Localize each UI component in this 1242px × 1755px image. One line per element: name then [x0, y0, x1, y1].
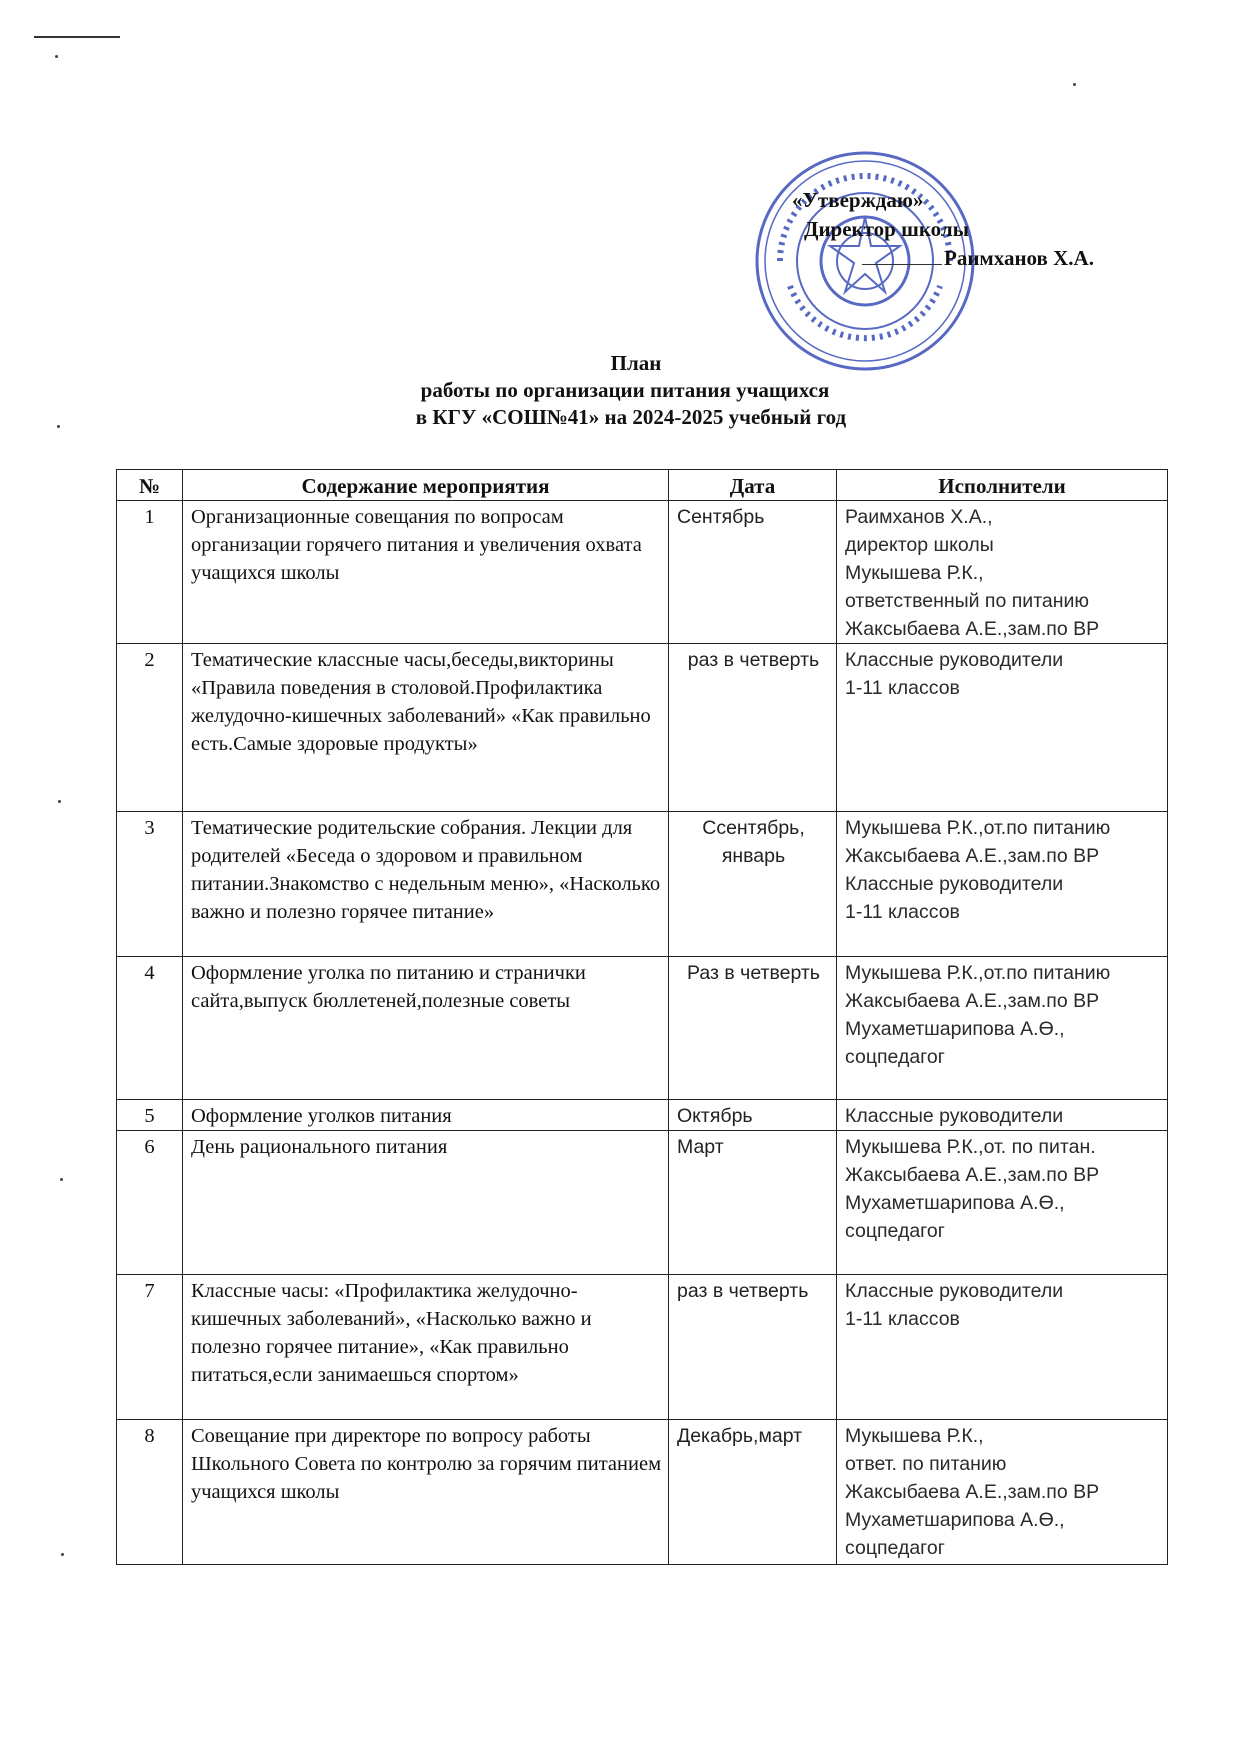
row-num: 4 [117, 957, 183, 1100]
row-content: Классные часы: «Профилактика желудочно-кишечных заболеваний», «Насколько важно и полезно горячее питание», «Как правильно питаться,если занимаешься спортом» [183, 1275, 669, 1420]
approval-block [780, 186, 1200, 273]
scan-dot [1073, 83, 1076, 86]
approval-signature-line [780, 244, 1200, 273]
scan-artifact-line [34, 36, 120, 38]
row-num: 3 [117, 812, 183, 957]
row-content: Оформление уголка по питанию и странички сайта,выпуск бюллетеней,полезные советы [183, 957, 669, 1100]
header-date: Дата [669, 470, 837, 501]
row-content: Оформление уголков питания [183, 1100, 669, 1131]
row-content: Тематические родительские собрания. Лекции для родителей «Беседа о здоровом и правильном питании.Знакомство с недельным меню», «Насколько важно и полезно горячее питание» [183, 812, 669, 957]
row-content: Совещание при директоре по вопросу работы Школьного Совета по контролю за горячим питанием учащихся школы [183, 1420, 669, 1565]
row-content: Организационные совещания по вопросам организации горячего питания и увеличения охвата учащихся школы [183, 501, 669, 644]
row-date: Ссентябрь, январь [669, 812, 837, 957]
row-executors: Мукышева Р.К.,от.по питанию Жаксыбаева А.Е.,зам.по ВР Классные руководители 1-11 классов [837, 812, 1168, 957]
table-row [117, 812, 1168, 957]
row-executors: Раимханов Х.А., директор школы Мукышева Р.К., ответственный по питанию Жаксыбаева А.Е.,зам.по ВР [837, 501, 1168, 644]
title-line-1: План [610, 351, 662, 375]
row-date: раз в четверть [669, 644, 837, 812]
row-num: 1 [117, 501, 183, 644]
header-executors: Исполнители [837, 470, 1168, 501]
header-content: Содержание мероприятия [183, 470, 669, 501]
row-executors: Мукышева Р.К.,от.по питанию Жаксыбаева А.Е.,зам.по ВР Мухаметшарипова А.Ө., соцпедагог [837, 957, 1168, 1100]
scan-dot [58, 800, 61, 803]
row-date: Октябрь [669, 1100, 837, 1131]
table-row [117, 644, 1168, 812]
row-executors: Мукышева Р.К.,от. по питан. Жаксыбаева А.Е.,зам.по ВР Мухаметшарипова А.Ө., соцпедагог [837, 1131, 1168, 1275]
header-num: № [117, 470, 183, 501]
title-line-2: работы по организации питания учащихся [420, 378, 830, 402]
row-date: Декабрь,март [669, 1420, 837, 1565]
document-title [0, 350, 1242, 431]
signature [862, 264, 942, 265]
row-executors: Классные руководители 1-11 классов [837, 644, 1168, 812]
row-date: Сентябрь [669, 501, 837, 644]
table-row [117, 1420, 1168, 1565]
scan-dot [61, 1553, 64, 1556]
row-num: 5 [117, 1100, 183, 1131]
approval-title: «Утверждаю» [792, 188, 924, 212]
row-executors: Мукышева Р.К., ответ. по питанию Жаксыбаева А.Е.,зам.по ВР Мухаметшарипова А.Ө., соцпедагог [837, 1420, 1168, 1565]
row-content: День рационального питания [183, 1131, 669, 1275]
row-num: 8 [117, 1420, 183, 1565]
row-content: Тематические классные часы,беседы,викторины «Правила поведения в столовой.Профилактика желудочно-кишечных заболеваний» «Как правильно есть.Самые здоровые продукты» [183, 644, 669, 812]
row-num: 2 [117, 644, 183, 812]
row-executors: Классные руководители [837, 1100, 1168, 1131]
approval-director-name: Раимханов Х.А. [944, 246, 1094, 270]
row-num: 6 [117, 1131, 183, 1275]
scan-dot [55, 55, 58, 58]
row-executors: Классные руководители 1-11 классов [837, 1275, 1168, 1420]
scan-dot [60, 1178, 63, 1181]
row-date: Март [669, 1131, 837, 1275]
plan-table [116, 469, 1168, 1565]
table-row [117, 1131, 1168, 1275]
row-date: Раз в четверть [669, 957, 837, 1100]
row-num: 7 [117, 1275, 183, 1420]
table-row [117, 957, 1168, 1100]
approval-position: Директор школы [804, 217, 970, 241]
table-header-row [117, 470, 1168, 501]
table-row [117, 501, 1168, 644]
row-date: раз в четверть [669, 1275, 837, 1420]
table-row [117, 1100, 1168, 1131]
title-line-3: в КГУ «СОШ№41» на 2024-2025 учебный год [415, 405, 847, 429]
table-row [117, 1275, 1168, 1420]
